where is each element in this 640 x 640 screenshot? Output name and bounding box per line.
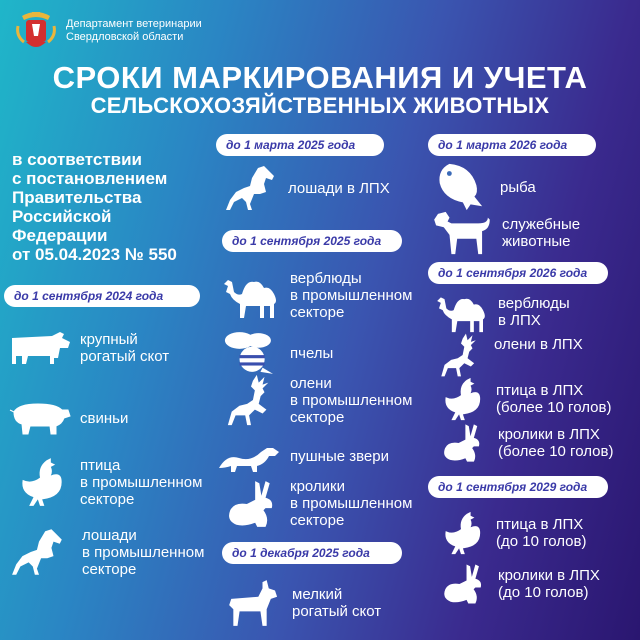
item-label: птица bbox=[80, 456, 121, 474]
cow-icon bbox=[8, 328, 72, 368]
department-line-1: Департамент ветеринарии bbox=[66, 18, 202, 30]
list-item-rabbits-lph-over10 bbox=[440, 422, 613, 464]
item-label: в промышленном bbox=[290, 495, 413, 512]
item-label: лошади bbox=[82, 526, 137, 544]
item-label: рыба bbox=[500, 178, 536, 196]
item-label: птица в ЛПХ bbox=[496, 382, 584, 399]
date-pill-sep-2029: до 1 сентября 2029 года bbox=[428, 476, 608, 498]
item-label: секторе bbox=[290, 304, 345, 321]
item-label: верблюды bbox=[290, 270, 362, 287]
item-label: кролики в ЛПХ bbox=[498, 567, 600, 584]
item-label: олени в ЛПХ bbox=[494, 335, 583, 353]
list-item-poultry-lph-under10 bbox=[438, 510, 587, 556]
decree-reference bbox=[12, 150, 222, 264]
list-item-poultry-lph-over10 bbox=[438, 376, 611, 422]
dog-icon bbox=[430, 210, 492, 256]
date-pill-dec-2025: до 1 декабря 2025 года bbox=[222, 542, 402, 564]
date-pill-sep-2026: до 1 сентября 2026 года bbox=[428, 262, 608, 284]
item-label: в ЛПХ bbox=[498, 312, 541, 329]
list-item-service-animals bbox=[430, 210, 580, 256]
item-label: пчелы bbox=[290, 344, 334, 362]
decree-line: Российской bbox=[12, 207, 112, 226]
item-label: секторе bbox=[290, 512, 345, 529]
item-label: рогатый скот bbox=[292, 603, 382, 620]
list-item-pigs bbox=[8, 398, 128, 438]
page-title: СРОКИ МАРКИРОВАНИЯ И УЧЕТА bbox=[52, 60, 588, 95]
item-label: в промышленном bbox=[82, 543, 205, 561]
list-item-horses-industrial bbox=[10, 526, 204, 578]
date-pill-sep-2025: до 1 сентября 2025 года bbox=[222, 230, 402, 252]
list-item-fur-animals bbox=[216, 438, 389, 474]
department-line-2: Свердловской области bbox=[66, 31, 184, 43]
page-subtitle: СЕЛЬСКОХОЗЯЙСТВЕННЫХ ЖИВОТНЫХ bbox=[90, 93, 550, 118]
item-label: (до 10 голов) bbox=[498, 584, 589, 601]
decree-line: Правительства bbox=[12, 188, 142, 207]
item-label: верблюды bbox=[498, 295, 570, 312]
item-label: пушные звери bbox=[290, 447, 389, 465]
deer-icon bbox=[224, 372, 278, 428]
chicken-icon bbox=[438, 376, 484, 422]
date-pill-mar-2025: до 1 марта 2025 года bbox=[216, 134, 384, 156]
item-label: секторе bbox=[82, 560, 137, 578]
chicken-icon bbox=[438, 510, 484, 556]
list-item-small-ruminants bbox=[220, 578, 381, 628]
bee-icon bbox=[220, 330, 280, 376]
item-label: лошади в ЛПХ bbox=[288, 179, 390, 197]
item-label: в промышленном bbox=[290, 391, 413, 409]
date-pill-mar-2026: до 1 марта 2026 года bbox=[428, 134, 596, 156]
item-label: кролики bbox=[290, 478, 345, 495]
decree-line: с постановлением bbox=[12, 169, 168, 188]
list-item-rabbits-lph-under10 bbox=[440, 562, 600, 606]
item-label: кролики в ЛПХ bbox=[498, 426, 600, 443]
coat-of-arms-icon bbox=[12, 6, 60, 54]
chicken-icon bbox=[14, 456, 66, 508]
item-label: (более 10 голов) bbox=[496, 399, 612, 416]
rabbit-icon bbox=[440, 422, 484, 464]
decree-line: в соответствии bbox=[12, 150, 142, 169]
list-item-camels-lph bbox=[430, 290, 570, 334]
list-item-poultry bbox=[14, 456, 202, 508]
list-item-bees bbox=[220, 330, 333, 376]
horse-icon bbox=[10, 526, 68, 578]
rabbit-icon bbox=[224, 479, 278, 529]
camel-icon bbox=[218, 272, 282, 320]
decree-line: от 05.04.2023 № 550 bbox=[12, 245, 177, 264]
mink-icon bbox=[216, 438, 282, 474]
pig-icon bbox=[8, 398, 72, 438]
item-label: в промышленном bbox=[290, 287, 413, 304]
item-label: мелкий bbox=[292, 586, 343, 603]
list-item-rabbits-industrial bbox=[224, 478, 412, 529]
department-name bbox=[66, 18, 202, 44]
item-label: (более 10 голов) bbox=[498, 443, 614, 460]
item-label: (до 10 голов) bbox=[496, 533, 587, 550]
item-label: птица в ЛПХ bbox=[496, 516, 584, 533]
camel-icon bbox=[430, 290, 492, 334]
horse-icon bbox=[224, 162, 280, 214]
list-item-deer-industrial bbox=[224, 372, 412, 428]
item-label: рогатый скот bbox=[80, 348, 170, 365]
fish-icon bbox=[432, 160, 486, 214]
goat-icon bbox=[220, 578, 280, 628]
decree-line: Федерации bbox=[12, 226, 108, 245]
item-label: секторе bbox=[290, 408, 345, 426]
item-label: олени bbox=[290, 374, 332, 392]
item-label: свиньи bbox=[80, 409, 129, 427]
rabbit-icon bbox=[440, 562, 486, 606]
list-item-horses-lph bbox=[224, 162, 390, 214]
list-item-deer-lph bbox=[438, 332, 583, 378]
date-pill-sep-2024: до 1 сентября 2024 года bbox=[4, 285, 200, 307]
item-label: крупный bbox=[80, 331, 138, 348]
deer-icon bbox=[438, 332, 484, 378]
list-item-cattle bbox=[8, 328, 169, 368]
item-label: животные bbox=[502, 233, 571, 250]
list-item-camels-industrial bbox=[218, 270, 412, 321]
item-label: служебные bbox=[502, 216, 581, 233]
item-label: секторе bbox=[80, 490, 135, 508]
list-item-fish bbox=[432, 160, 536, 214]
item-label: в промышленном bbox=[80, 473, 203, 491]
